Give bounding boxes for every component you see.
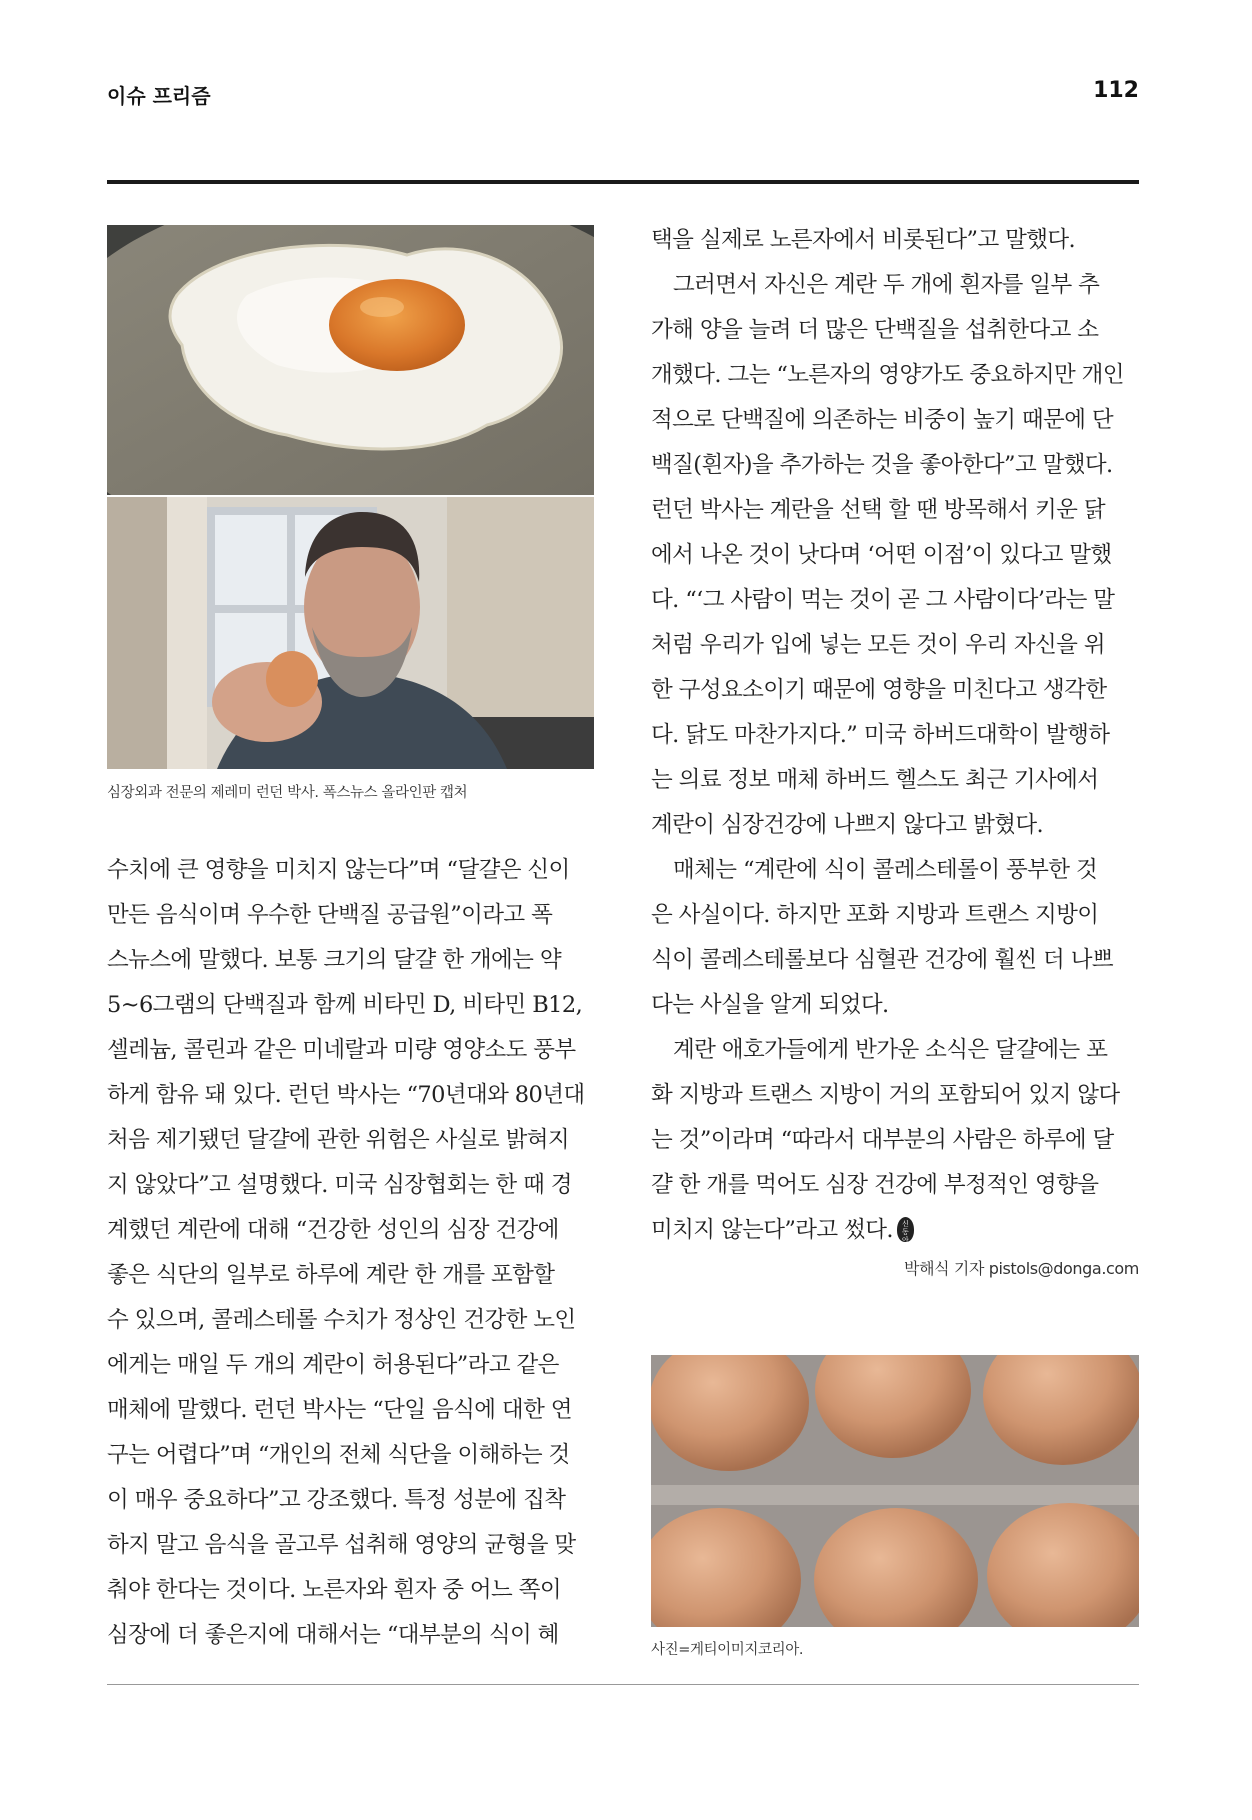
body-line: 개했다. 그는 “노른자의 영양가도 중요하지만 개인 — [651, 362, 1124, 388]
body-line: 화 지방과 트랜스 지방이 거의 포함되어 있지 않다 — [651, 1082, 1120, 1108]
top-rule — [107, 180, 1139, 184]
body-line: 계란이 심장건강에 나쁘지 않다고 밝혔다. — [651, 812, 1044, 838]
body-line: 식이 콜레스테롤보다 심혈관 건강에 훨씬 더 나쁘 — [651, 947, 1114, 973]
paragraph-start-line: 계란 애호가들에게 반가운 소식은 달걀에는 포 — [673, 1037, 1108, 1063]
body-line: 수 있으며, 콜레스테롤 수치가 정상인 건강한 노인 — [107, 1307, 576, 1333]
body-line: 다는 사실을 알게 되었다. — [651, 992, 889, 1018]
body-line: 5~6그램의 단백질과 함께 비타민 D, 비타민 B12, — [107, 992, 583, 1018]
left-column-text — [107, 848, 595, 1658]
body-line-text: 미치지 않는다”라고 썼다. — [651, 1217, 893, 1243]
eggs-photo-caption: 사진=게티이미지코리아. — [651, 1642, 804, 1658]
body-line: 에서 나온 것이 낫다며 ‘어떤 이점’이 있다고 말했 — [651, 542, 1112, 568]
body-line: 처음 제기됐던 달걀에 관한 위험은 사실로 밝혀지 — [107, 1127, 570, 1153]
bottom-rule — [107, 1684, 1139, 1685]
fried-egg-photo — [107, 225, 594, 495]
body-line: 좋은 식단의 일부로 하루에 계란 한 개를 포함할 — [107, 1262, 555, 1288]
body-line: 적으로 단백질에 의존하는 비중이 높기 때문에 단 — [651, 407, 1114, 433]
end-mark-icon: 신 동 아 — [897, 1217, 914, 1242]
body-line: 다. 닭도 마찬가지다.” 미국 하버드대학이 발행하 — [651, 722, 1110, 748]
body-line: 만든 음식이며 우수한 단백질 공급원”이라고 폭 — [107, 902, 553, 928]
body-line: 는 의료 정보 매체 하버드 헬스도 최근 기사에서 — [651, 767, 1099, 793]
paragraph-start-line: 매체는 “계란에 식이 콜레스테롤이 풍부한 것 — [673, 857, 1098, 883]
body-line: 구는 어렵다”며 “개인의 전체 식단을 이해하는 것 — [107, 1442, 570, 1468]
eggs-photo — [651, 1355, 1139, 1627]
body-line: 이 매우 중요하다”고 강조했다. 특정 성분에 집착 — [107, 1487, 566, 1513]
body-line: 는 것”이라며 “따라서 대부분의 사람은 하루에 달 — [651, 1127, 1114, 1153]
body-line: 계했던 계란에 대해 “건강한 성인의 심장 건강에 — [107, 1217, 559, 1243]
body-line: 수치에 큰 영향을 미치지 않는다”며 “달걀은 신이 — [107, 857, 570, 883]
doctor-photo-caption: 심장외과 전문의 제레미 런던 박사. 폭스뉴스 올라인판 캡처 — [107, 785, 468, 801]
byline: 박해식 기자 pistols@donga.com — [904, 1259, 1139, 1278]
body-line: 셀레늄, 콜린과 같은 미네랄과 미량 영양소도 풍부 — [107, 1037, 576, 1063]
body-line: 한 구성요소이기 때문에 영향을 미친다고 생각한 — [651, 677, 1107, 703]
body-line: 에게는 매일 두 개의 계란이 허용된다”라고 같은 — [107, 1352, 559, 1378]
body-line: 다. “‘그 사람이 먹는 것이 곧 그 사람이다’라는 말 — [651, 587, 1115, 613]
paragraph-start-line: 그러면서 자신은 계란 두 개에 흰자를 일부 추 — [673, 272, 1100, 298]
right-column-text — [651, 218, 1139, 1253]
body-line: 심장에 더 좋은지에 대해서는 “대부분의 식이 혜 — [107, 1622, 559, 1648]
body-line: 춰야 한다는 것이다. 노른자와 흰자 중 어느 쪽이 — [107, 1577, 561, 1603]
body-line: 백질(흰자)을 추가하는 것을 좋아한다”고 말했다. — [651, 452, 1113, 478]
body-line: 런던 박사는 계란을 선택 할 땐 방목해서 키운 닭 — [651, 497, 1105, 523]
body-line: 지 않았다”고 설명했다. 미국 심장협회는 한 때 경 — [107, 1172, 572, 1198]
page-number: 112 — [1093, 78, 1139, 103]
body-line: 처럼 우리가 입에 넣는 모든 것이 우리 자신을 위 — [651, 632, 1105, 658]
body-line: 가해 양을 늘려 더 많은 단백질을 섭취한다고 소 — [651, 317, 1099, 343]
body-line: 택을 실제로 노른자에서 비롯된다”고 말했다. — [651, 227, 1076, 253]
body-line: 스뉴스에 말했다. 보통 크기의 달걀 한 개에는 약 — [107, 947, 561, 973]
body-line: 걀 한 개를 먹어도 심장 건강에 부정적인 영향을 — [651, 1172, 1099, 1198]
body-line: 은 사실이다. 하지만 포화 지방과 트랜스 지방이 — [651, 902, 1099, 928]
section-label: 이슈 프리즘 — [107, 84, 211, 108]
doctor-photo — [107, 497, 594, 769]
body-line: 하게 함유 돼 있다. 런던 박사는 “70년대와 80년대 — [107, 1082, 585, 1108]
body-line: 하지 말고 음식을 골고루 섭취해 영양의 균형을 맞 — [107, 1532, 576, 1558]
last-body-line — [651, 1208, 1139, 1253]
body-line: 매체에 말했다. 런던 박사는 “단일 음식에 대한 연 — [107, 1397, 572, 1423]
